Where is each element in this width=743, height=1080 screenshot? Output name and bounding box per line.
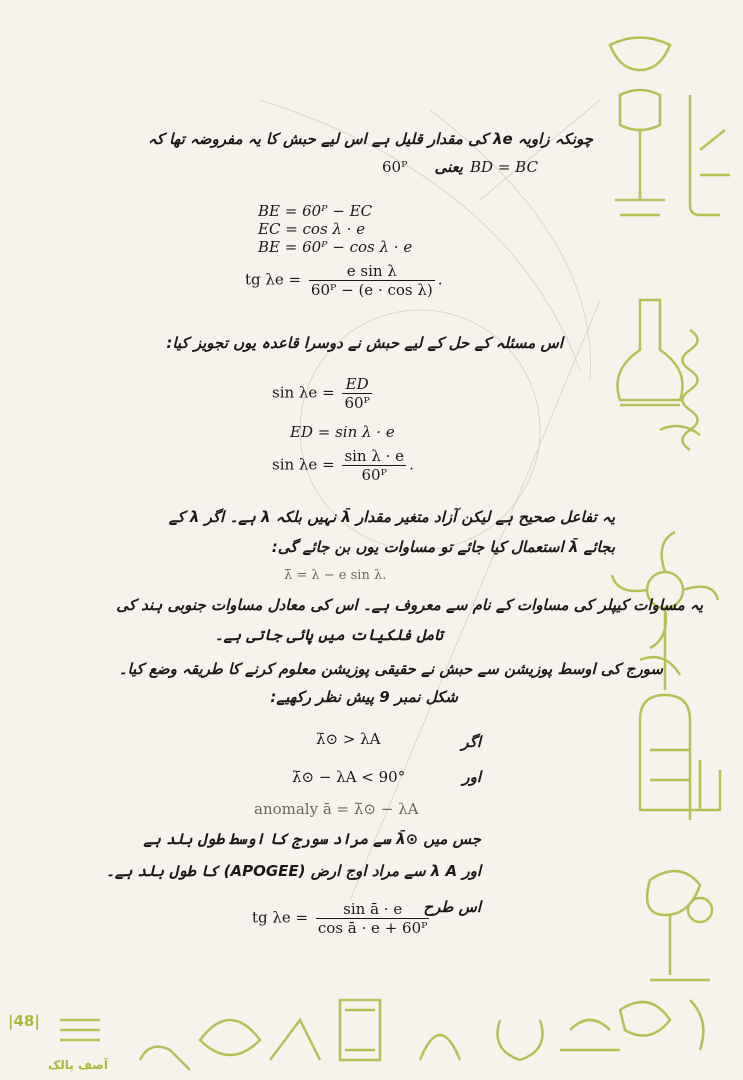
equation-tg-1: [245, 262, 443, 299]
equation-tg-1-period: .: [437, 270, 443, 289]
equation-tg-2-lhs: tg λe =: [252, 908, 309, 927]
equation-ec: EC = cos λ · e: [258, 220, 366, 238]
where-line-2: اور λ A سے مراد اوج ارض (APOGEE) کا طول بلد ہے۔: [106, 862, 481, 880]
where-line-1: جس میں ⊙λ̄ سے مراد سورج کا اوسط طول بلد ہے: [143, 830, 481, 848]
equation-sin-1-fraction: [342, 375, 371, 412]
paragraph-1-line-2: بجائے λ̄ استعمال کیا جائے تو مساوات یوں بن جائے گی:: [271, 538, 615, 556]
intro-yani: یعنی: [434, 158, 463, 176]
equation-sin-2-denominator: 60ᴾ: [361, 466, 387, 484]
page-number: |48|: [8, 1012, 40, 1030]
condition-if-equation: λ̄⊙ > λA: [316, 730, 381, 748]
equation-tg-1-denominator: 60ᴾ − (e · cos λ): [310, 281, 433, 299]
equation-tg-2: [252, 900, 432, 937]
equation-sin-2: [272, 447, 414, 484]
intro-line-1: چونکہ زاویہ λe کی مقدار قلیل ہے اس لیے حبش کا یہ مفروضہ تھا کہ: [147, 130, 593, 148]
paragraph-1-line-1: یہ تفاعل صحیح ہے لیکن آزاد متغیر مقدار λ̄ نہیں بلکہ λ ہے۔ اگر λ کے: [168, 508, 615, 526]
equation-tg-1-numerator: e sin λ: [309, 262, 435, 281]
paragraph-2-line-1: یہ مساوات کیپلر کی مساوات کے نام سے معروف ہے۔ اس کی معادل مساوات جنوبی ہند کی: [116, 596, 703, 614]
anomaly-equation: anomaly ā = λ̄⊙ − λA: [254, 800, 419, 818]
equation-be-2: BE = 60ᴾ − cos λ · e: [258, 238, 413, 256]
equation-tg-2-fraction: [316, 900, 430, 937]
equation-tg-1-fraction: [309, 262, 435, 299]
equation-kepler: λ̄ = λ − e sin λ.: [284, 568, 387, 583]
condition-and-label: اور: [462, 768, 481, 786]
equation-sin-2-numerator: sin λ · e: [344, 447, 405, 465]
footer-signature: آصف پالک: [48, 1058, 108, 1072]
paragraph-3-line-1: سورج کی اوسط پوزیشن سے حبش نے حقیقی پوزیشن معلوم کرنے کا طریقہ وضع کیا۔: [118, 660, 663, 678]
condition-if-label: اگر: [461, 733, 481, 751]
paragraph-2-line-2: تامل فلکیات میں پائی جاتی ہے۔: [214, 626, 443, 644]
equation-tg-2-numerator: sin ā · e: [316, 900, 430, 919]
equation-sin-1-numerator: ED: [342, 375, 371, 394]
equation-ed: ED = sin λ · e: [290, 423, 395, 441]
equation-tg-2-denominator: cos ā · e + 60ᴾ: [317, 919, 428, 937]
condition-and-equation: λ̄⊙ − λA < 90°: [292, 768, 406, 786]
second-rule-heading: اس مسئلہ کے حل کے لیے حبش نے دوسرا قاعدہ یوں تجویز کیا:: [166, 334, 563, 352]
intro-bd-eq: BD = BC: [470, 158, 538, 176]
equation-sin-1: [272, 375, 375, 412]
thus-label: اس طرح: [423, 898, 481, 916]
paragraph-3-line-2: شکل نمبر 9 پیش نظر رکھیے:: [270, 688, 458, 706]
equation-sin-2-lhs: sin λe =: [272, 455, 335, 474]
equation-sin-1-lhs: sin λe =: [272, 383, 335, 402]
equation-sin-1-denominator: 60ᴾ: [344, 394, 370, 412]
equation-sin-2-period: .: [409, 455, 414, 474]
equation-sin-2-fraction: [342, 447, 406, 484]
equation-be-1: BE = 60ᴾ − EC: [258, 202, 373, 220]
intro-60p: 60ᴾ: [382, 158, 408, 176]
equation-tg-1-lhs: tg λe =: [245, 270, 302, 289]
